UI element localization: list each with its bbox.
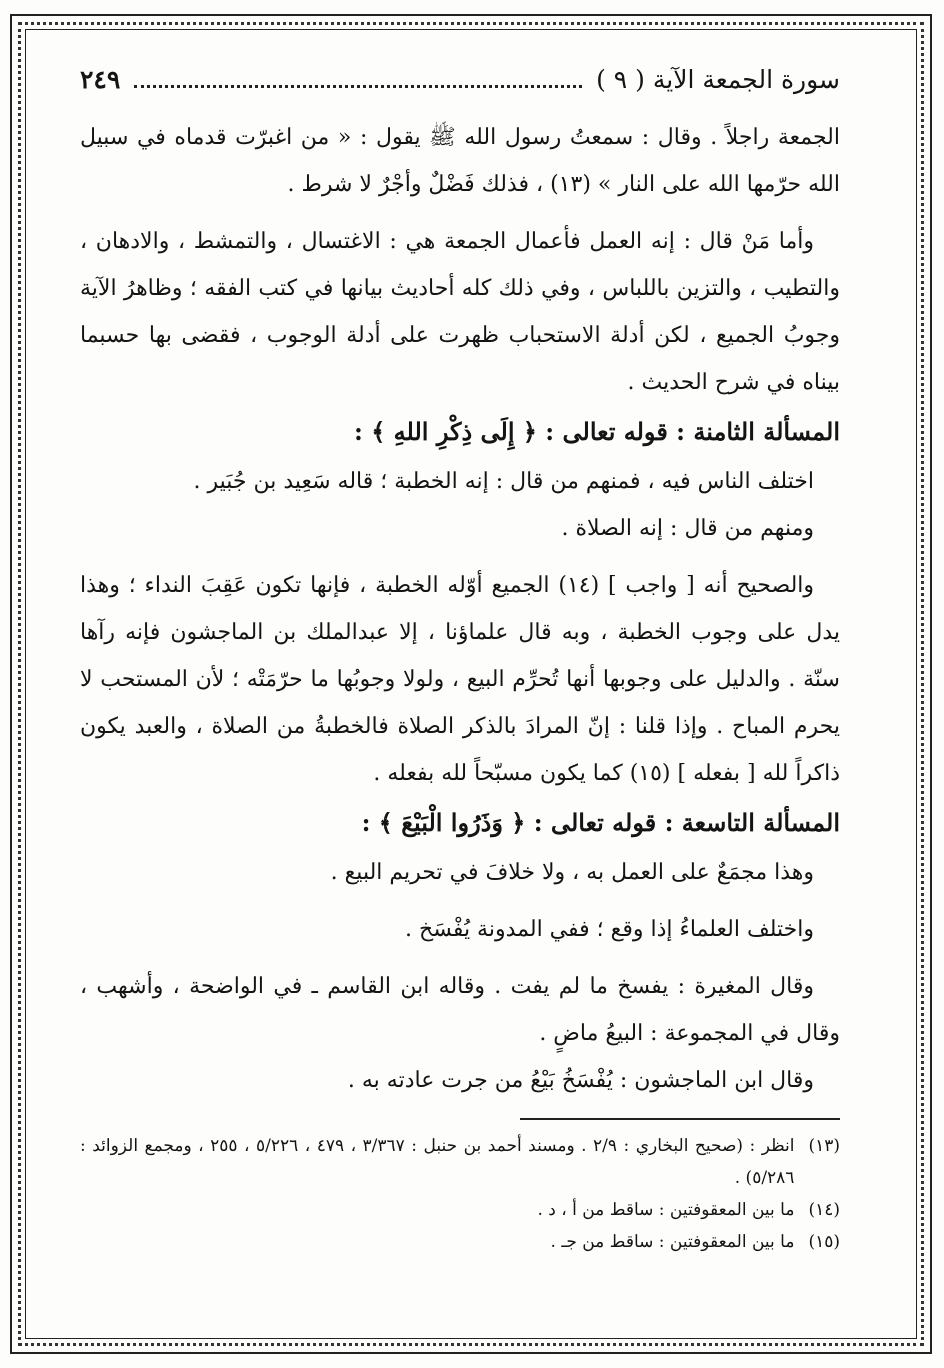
header-dot-leader (134, 85, 582, 88)
footnote-number: (١٤) (808, 1200, 840, 1220)
paragraph-1: الجمعة راجلاً . وقال : سمعتُ رسول الله ﷺ يقول : « من اغبرّت قدماه في سبيل الله حرّمها الله على النار » (١٣) ، فذلك فَضْلٌ وأجْرٌ لا شرط . (80, 125, 840, 197)
paragraph-7: واختلف العلماءُ إذا وقع ؛ ففي المدونة يُفْسَخ . (405, 917, 814, 942)
paragraph-2: وأما مَنْ قال : إنه العمل فأعمال الجمعة هي : الاغتسال ، والتمشط ، والادهان ، والتطيب ، والتزين باللباس ، وفي ذلك كله أحاديث بيانها في كتب الفقه ؛ وظاهرُ الآية وجوبُ الجميع ، لكن أدلة الاستحباب ظهرت على أدلة الوجوب ، فقضى بها حسبما بيناه في شرح الحديث . (80, 229, 840, 395)
footnote-number: (١٣) (808, 1136, 840, 1156)
page-content (80, 60, 840, 1258)
footnote-item (80, 1226, 840, 1258)
footnote-item (80, 1194, 840, 1226)
heading-9-label: المسألة التاسعة : قوله تعالى : (533, 808, 840, 837)
footnote-text: انظر : (صحيح البخاري : ٢/٩ . ومسند أحمد بن حنبل : ٣/٣٦٧ ، ٤٧٩ ، ٥/٢٢٦ ، ٢٥٥ ، ومجمع الزوائد : ٥/٢٨٦) . (80, 1136, 795, 1188)
footnote-item (80, 1130, 840, 1194)
footnote-number: (١٥) (808, 1232, 840, 1252)
paragraph-8: وقال المغيرة : يفسخ ما لم يفت . وقاله ابن القاسم ـ في الواضحة ، وأشهب ، وقال في المجموعة : البيعُ ماضٍ . (80, 974, 840, 1046)
paragraph-9: وقال ابن الماجشون : يُفْسَخُ بَيْعُ من جرت عادته به . (347, 1068, 814, 1093)
heading-8-label: المسألة الثامنة : قوله تعالى : (545, 417, 840, 446)
heading-9-quran-quote: ﴿ وَذَرُوا الْبَيْعَ ﴾ : (361, 808, 526, 837)
footnote-text: ما بين المعقوفتين : ساقط من جـ . (550, 1232, 795, 1252)
running-header (80, 60, 840, 100)
surah-title: سورة الجمعة الآية ( ٩ ) (596, 65, 840, 94)
footnote-text: ما بين المعقوفتين : ساقط من أ ، د . (537, 1200, 795, 1220)
paragraph-6: وهذا مجمَعٌ على العمل به ، ولا خلافَ في تحريم البيع . (330, 860, 814, 885)
paragraph-5: والصحيح أنه [ واجب ] (١٤) الجميع أوّله الخطبة ، فإنها تكون عَقِبَ النداء ؛ وهذا يدل على وجوب الخطبة ، وبه قال علماؤنا ، إلا عبدالملك بن الماجشون فإنه رآها سنّة . والدليل على وجوبها أنها تُحرِّم البيع ، ولولا وجوبُها ما حرّمَتْه ؛ لأن المستحب لا يحرم المباح . وإذا قلنا : إنّ المرادَ بالذكر الصلاة فالخطبةُ من الصلاة ، والعبد يكون ذاكراً لله [ بفعله ] (١٥) كما يكون مسبّحاً لله بفعله . (80, 573, 840, 786)
footnote-separator (520, 1118, 840, 1120)
footnotes (80, 1130, 840, 1258)
section-heading-8 (80, 406, 840, 458)
paragraph-3: اختلف الناس فيه ، فمنهم من قال : إنه الخطبة ؛ قاله سَعِيد بن جُبَير . (193, 469, 814, 494)
page-number: ٢٤٩ (80, 65, 121, 94)
heading-8-quran-quote: ﴿ إِلَى ذِكْرِ اللهِ ﴾ : (354, 417, 537, 446)
section-heading-9 (80, 797, 840, 849)
paragraph-4: ومنهم من قال : إنه الصلاة . (561, 516, 814, 541)
